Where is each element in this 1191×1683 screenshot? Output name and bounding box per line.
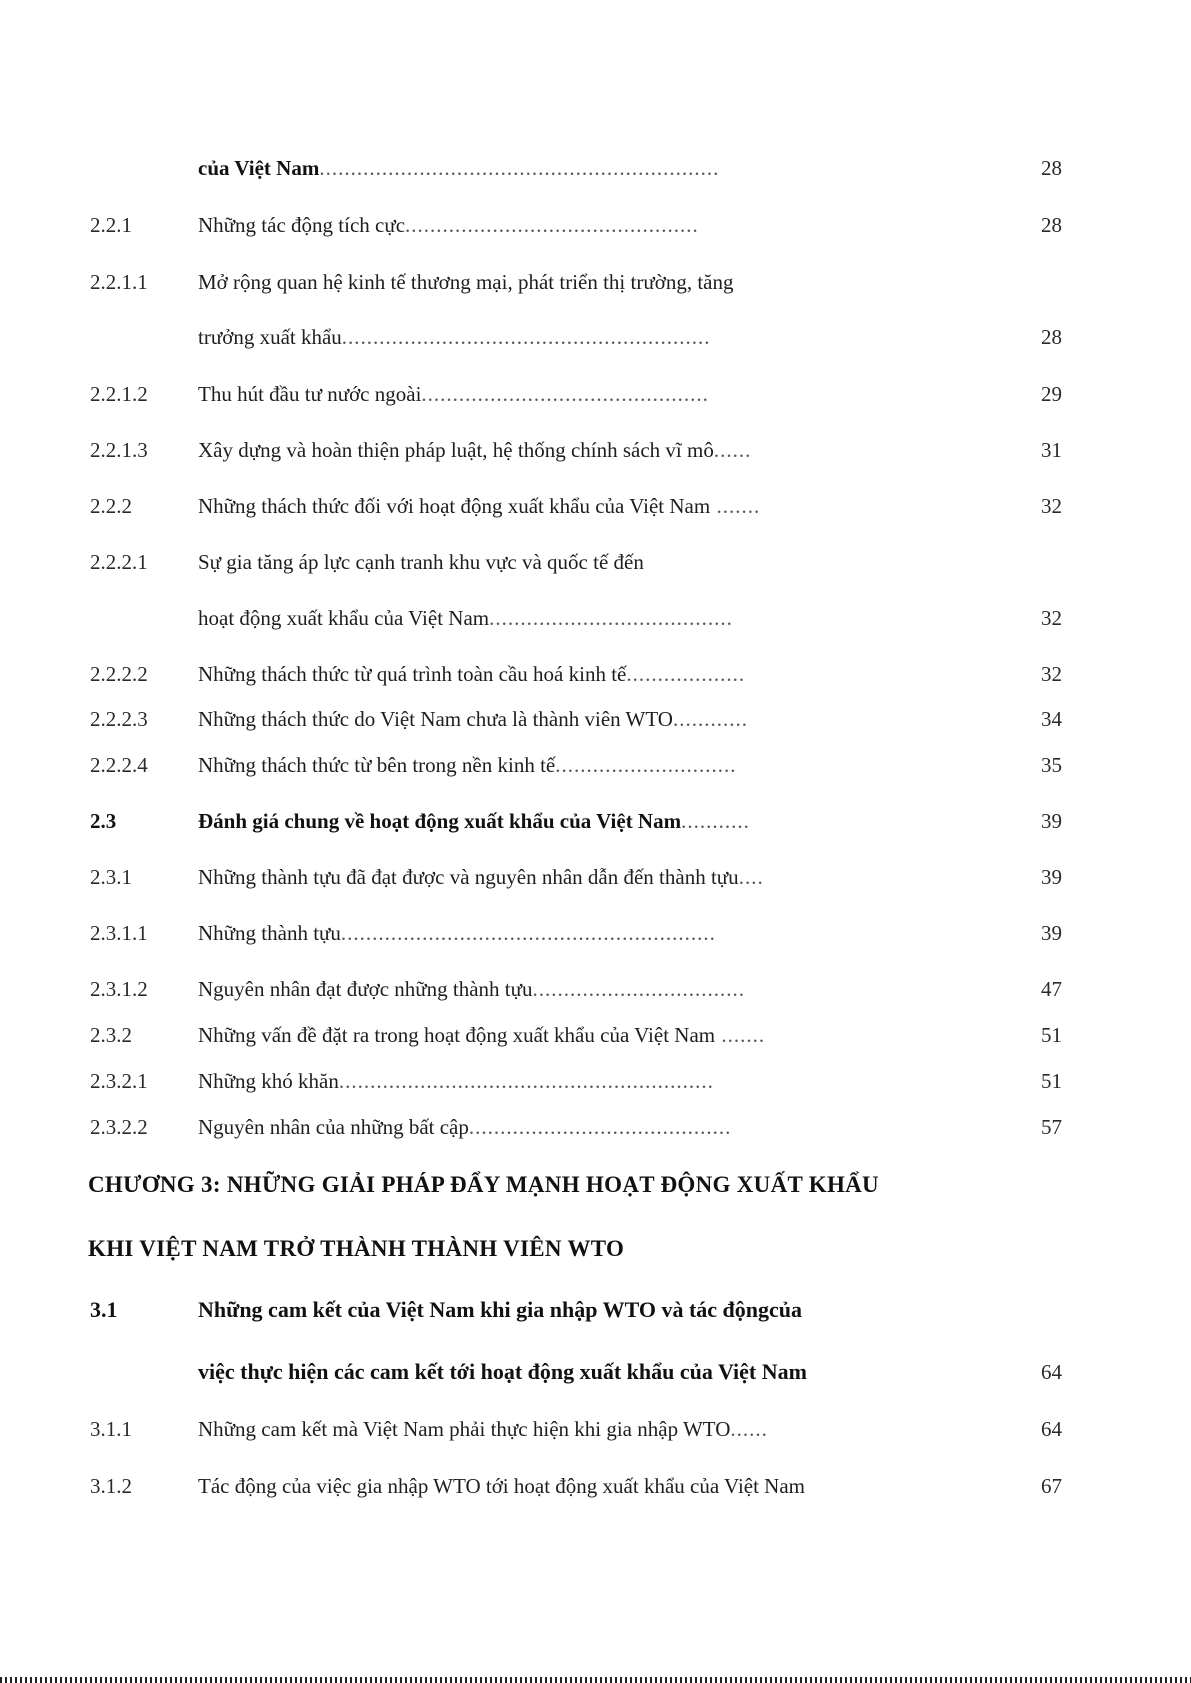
toc-entry-page: 34 (1041, 707, 1062, 731)
toc-entry-title: Nguyên nhân đạt được những thành tựu.................................. (198, 977, 746, 1001)
toc-entry-page: 28 (1041, 156, 1062, 180)
scan-edge-artifact (0, 1677, 1191, 1683)
toc-entry-title: Những thách thức do Việt Nam chưa là thành viên WTO............ (198, 707, 748, 731)
toc-entry-title: Tác động của việc gia nhập WTO tới hoạt động xuất khẩu của Việt Nam (198, 1474, 806, 1498)
toc-entry-title: trưởng xuất khẩu........................................................... (198, 325, 711, 349)
toc-entry-number: 2.3.1 (90, 865, 132, 889)
toc-entry-number: 2.3.2 (90, 1023, 132, 1047)
toc-entry-number: 2.2.1.1 (90, 270, 148, 294)
toc-entry-page: 57 (1041, 1115, 1062, 1139)
toc-entry-number: 2.2.2 (90, 494, 132, 518)
toc-entry-page: 47 (1041, 977, 1062, 1001)
toc-entry-page: 31 (1041, 438, 1062, 462)
toc-entry-page: 64 (1041, 1417, 1062, 1441)
toc-entry-number: 3.1.1 (90, 1417, 132, 1441)
toc-entry-page: 29 (1041, 382, 1062, 406)
toc-entry-number: 2.3.1.1 (90, 921, 148, 945)
chapter-heading-line-2: KHI VIỆT NAM TRỞ THÀNH THÀNH VIÊN WTO (88, 1236, 625, 1261)
toc-entry-page: 35 (1041, 753, 1062, 777)
toc-entry-title: hoạt động xuất khẩu của Việt Nam....................................... (198, 606, 733, 630)
toc-entry-title: Xây dựng và hoàn thiện pháp luật, hệ thống chính sách vĩ mô...... (198, 438, 752, 462)
toc-entry-title: Những thách thức đối với hoạt động xuất khẩu của Việt Nam ....... (198, 494, 761, 518)
toc-entry-page: 39 (1041, 921, 1062, 945)
toc-entry-page: 28 (1041, 325, 1062, 349)
toc-entry-title: Những vấn đề đặt ra trong hoạt động xuất khẩu của Việt Nam ....... (198, 1023, 766, 1047)
toc-entry-title: Những thách thức từ bên trong nền kinh tế............................. (198, 753, 737, 777)
toc-entry-number: 2.2.2.2 (90, 662, 148, 686)
toc-entry-number: 2.3.2.2 (90, 1115, 148, 1139)
toc-entry-title: Những thành tựu đã đạt được và nguyên nhân dẫn đến thành tựu.... (198, 865, 764, 889)
toc-entry-number: 2.3.1.2 (90, 977, 148, 1001)
toc-entry-page: 32 (1041, 606, 1062, 630)
toc-entry-number: 3.1.2 (90, 1474, 132, 1498)
toc-entry-page: 51 (1041, 1023, 1062, 1047)
toc-entry-page: 39 (1041, 809, 1062, 833)
toc-entry-title: Những thành tựu............................................................ (198, 921, 716, 945)
toc-entry-title: Những thách thức từ quá trình toàn cầu hoá kinh tế................... (198, 662, 746, 686)
toc-entry-page: 51 (1041, 1069, 1062, 1093)
toc-entry-title: Đánh giá chung về hoạt động xuất khẩu của Việt Nam........... (198, 809, 750, 833)
toc-entry-number: 2.3 (90, 809, 117, 833)
toc-entry-title: việc thực hiện các cam kết tới hoạt động xuất khẩu của Việt Nam (198, 1359, 807, 1384)
toc-entry-title: Sự gia tăng áp lực cạnh tranh khu vực và quốc tế đến (198, 550, 644, 574)
toc-entry-number: 2.2.1.2 (90, 382, 148, 406)
toc-entry-title: của Việt Nam................................................................ (198, 156, 720, 180)
toc-entry-title: Những tác động tích cực............................................... (198, 213, 699, 237)
toc-entry-number: 2.2.2.1 (90, 550, 148, 574)
toc-entry-title: Những cam kết mà Việt Nam phải thực hiện khi gia nhập WTO...... (198, 1417, 768, 1441)
toc-entry-number: 2.3.2.1 (90, 1069, 148, 1093)
toc-entry-number: 2.2.2.3 (90, 707, 148, 731)
toc-entry-page: 32 (1041, 494, 1062, 518)
toc-entry-title: Những cam kết của Việt Nam khi gia nhập WTO và tác độngcủa (198, 1297, 803, 1322)
toc-entry-page: 64 (1041, 1360, 1062, 1384)
toc-entry-number: 2.2.1.3 (90, 438, 148, 462)
toc-entry-title: Thu hút đầu tư nước ngoài.............................................. (198, 382, 709, 406)
chapter-heading-line-1: CHƯƠNG 3: NHỮNG GIẢI PHÁP ĐẨY MẠNH HOẠT ĐỘNG XUẤT KHẨU (88, 1172, 879, 1197)
toc-entry-page: 67 (1041, 1474, 1062, 1498)
toc-entry-number: 3.1 (90, 1297, 118, 1322)
toc-entry-title: Những khó khăn............................................................ (198, 1069, 714, 1093)
toc-entry-number: 2.2.1 (90, 213, 132, 237)
toc-entry-title: Mở rộng quan hệ kinh tế thương mại, phát triển thị trường, tăng (198, 270, 734, 294)
toc-entry-number: 2.2.2.4 (90, 753, 148, 777)
toc-entry-page: 28 (1041, 213, 1062, 237)
toc-entry-page: 32 (1041, 662, 1062, 686)
toc-entry-title: Nguyên nhân của những bất cập.......................................... (198, 1115, 732, 1139)
toc-entry-page: 39 (1041, 865, 1062, 889)
